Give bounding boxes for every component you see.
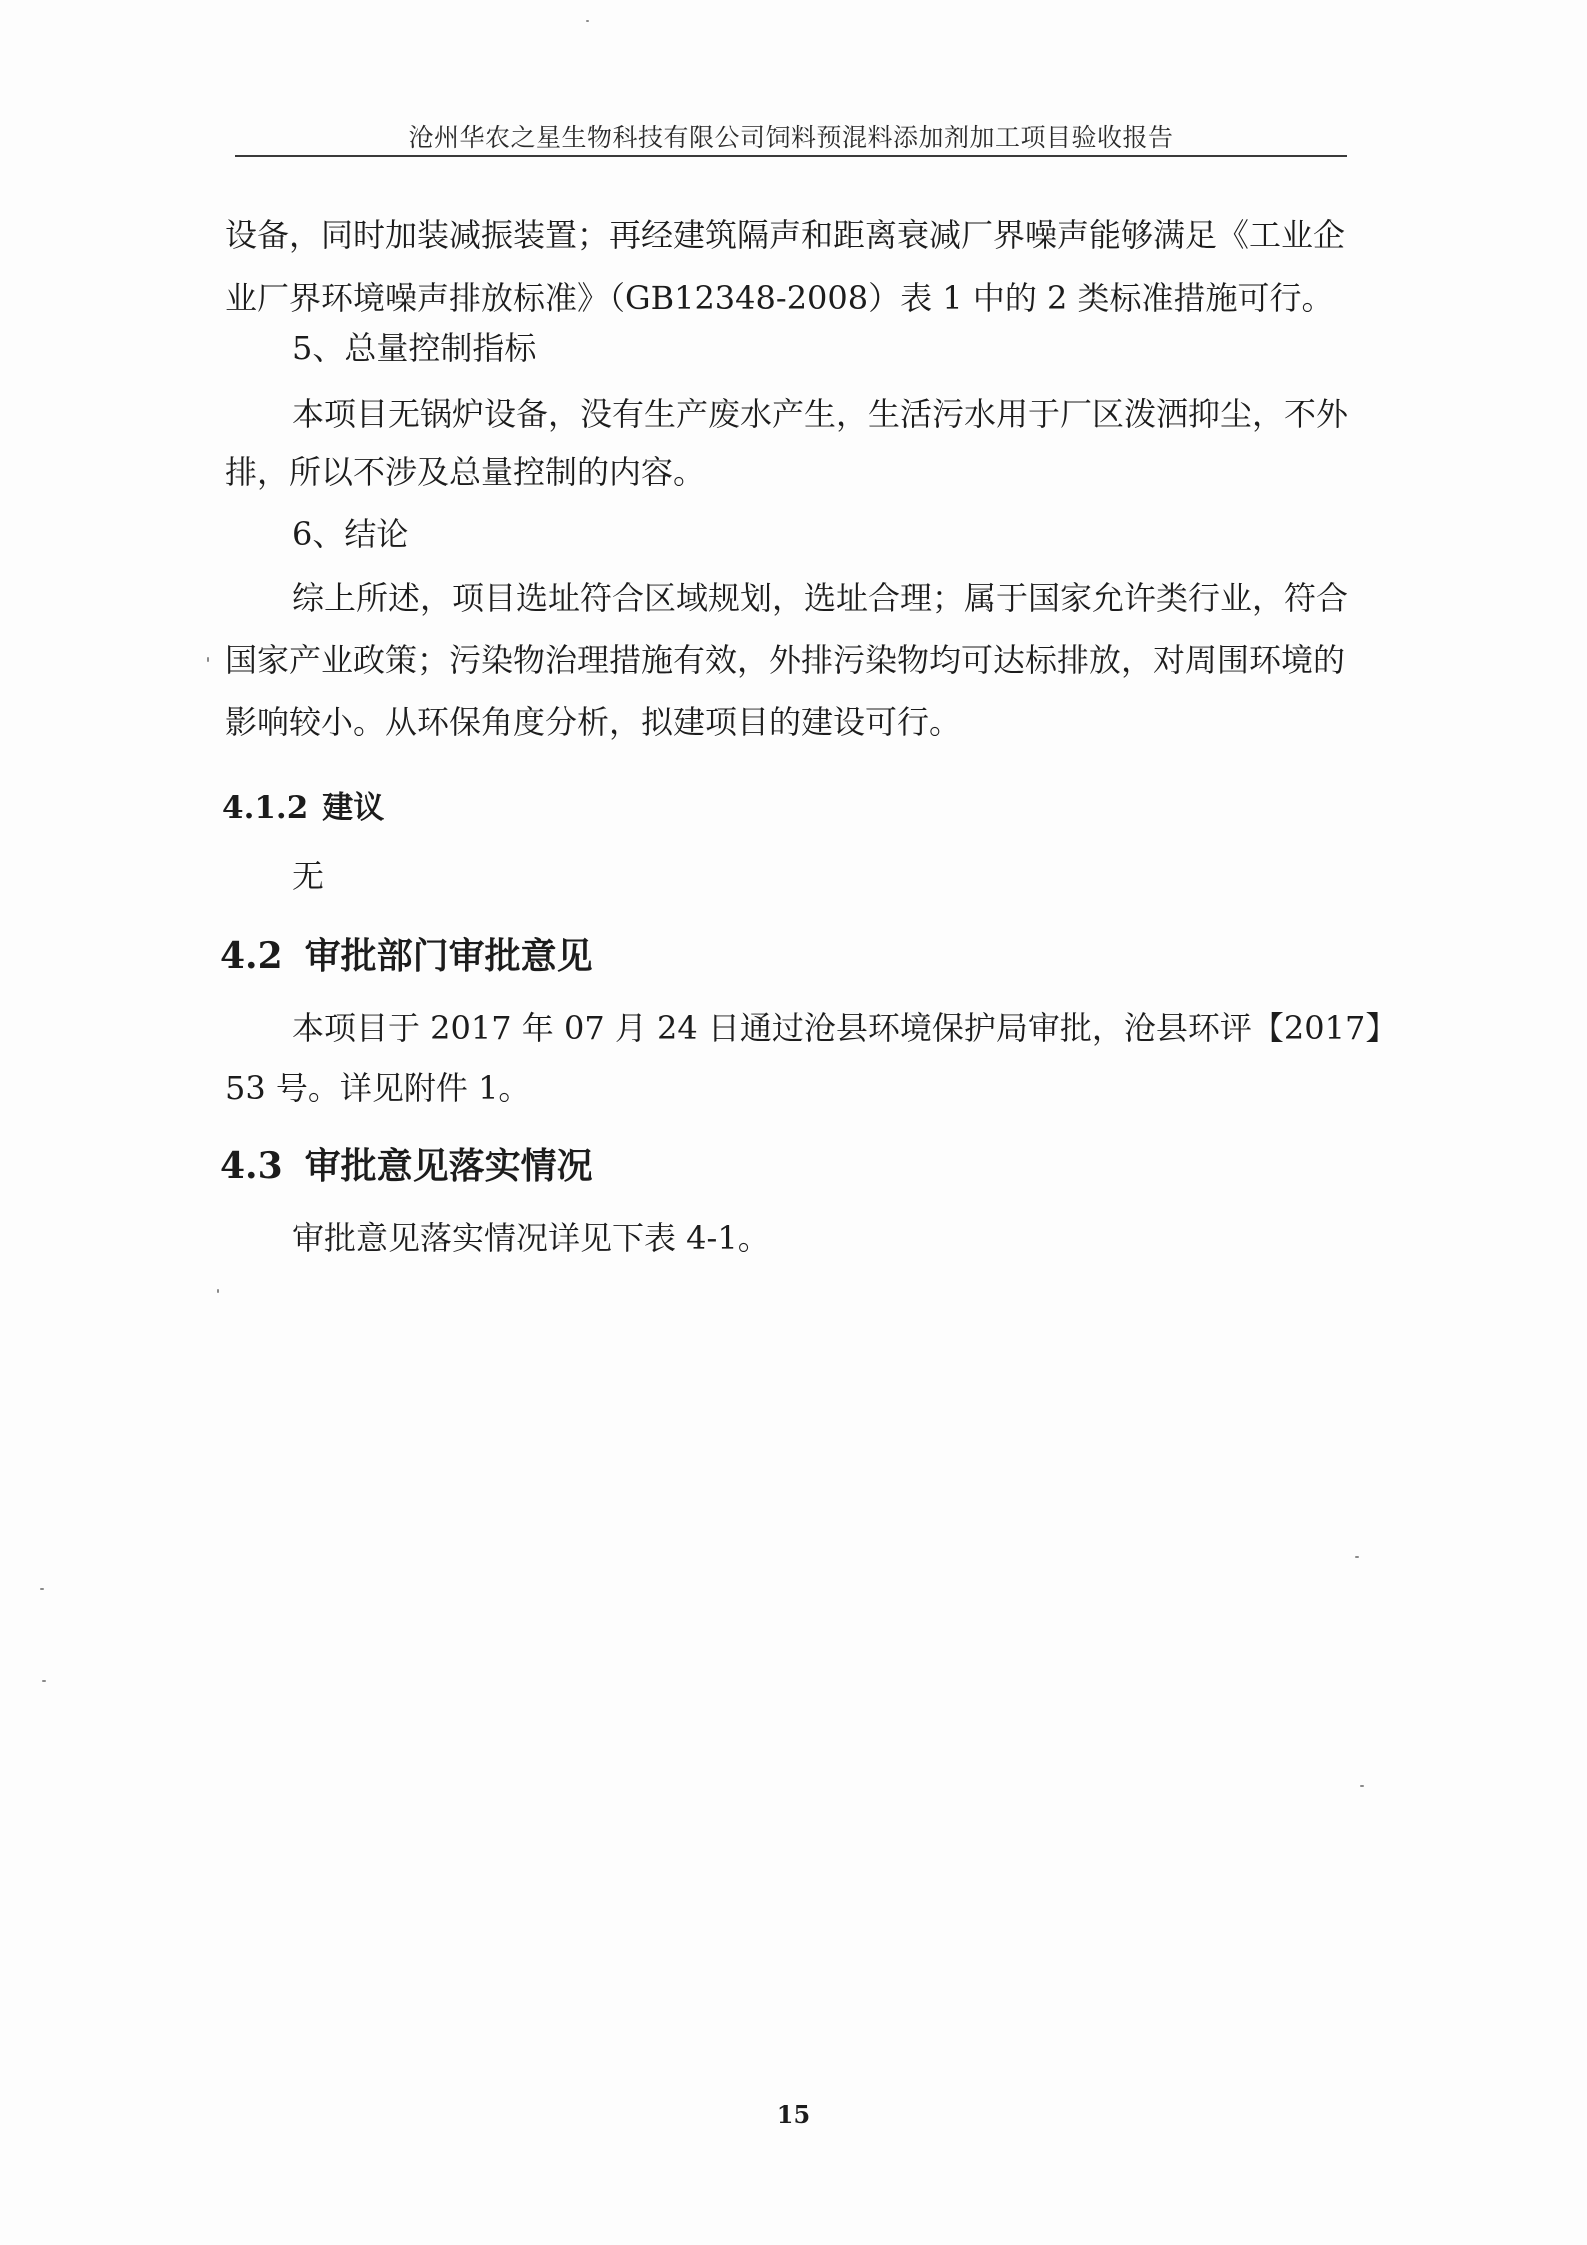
- section-content: 无: [292, 857, 325, 895]
- section-title: 审批部门审批意见: [304, 935, 593, 977]
- scan-speck: [586, 20, 589, 22]
- body-line: 业厂界环境噪声排放标准》（GB12348-2008）表 1 中的 2 类标准措施可行。: [225, 279, 1334, 317]
- section-content: 审批意见落实情况详见下表 4-1。: [292, 1219, 770, 1257]
- section-number: 4.2: [220, 935, 283, 977]
- body-line: 影响较小。从环保角度分析，拟建项目的建设可行。: [225, 703, 962, 741]
- body-line: 本项目于 2017 年 07 月 24 日通过沧县环境保护局审批，沧县环评【2017】: [292, 1009, 1398, 1047]
- section-title: 审批意见落实情况: [304, 1145, 593, 1187]
- section-heading-4-1-2: [222, 782, 384, 827]
- section-title: 建议: [322, 790, 385, 826]
- scan-speck: [40, 1588, 44, 1590]
- header-rule: [235, 155, 1347, 157]
- scan-speck: [207, 657, 209, 662]
- section-heading-4-2: [220, 928, 593, 979]
- section-number: 4.1.2: [222, 790, 309, 826]
- section-heading-4-3: [220, 1138, 593, 1189]
- scan-speck: [1355, 1556, 1359, 1558]
- body-line: 国家产业政策；污染物治理措施有效，外排污染物均可达标排放，对周围环境的: [225, 641, 1346, 679]
- body-line: 设备，同时加装减振装置；再经建筑隔声和距离衰减厂界噪声能够满足《工业企: [225, 216, 1346, 254]
- scan-speck: [1360, 1785, 1364, 1787]
- scan-speck: [217, 1289, 219, 1293]
- body-line: 综上所述，项目选址符合区域规划，选址合理；属于国家允许类行业，符合: [292, 579, 1349, 617]
- page-number: 15: [776, 2100, 811, 2129]
- body-line: 排，所以不涉及总量控制的内容。: [225, 453, 706, 491]
- list-heading-conclusion: 6、结论: [292, 515, 409, 553]
- list-heading-total-control: 5、总量控制指标: [292, 329, 537, 367]
- body-line: 53 号。详见附件 1。: [225, 1069, 531, 1107]
- body-line: 本项目无锅炉设备，没有生产废水产生，生活污水用于厂区泼洒抑尘，不外: [292, 395, 1349, 433]
- running-header: 沧州华农之星生物科技有限公司饲料预混料添加剂加工项目验收报告: [408, 123, 1174, 152]
- section-number: 4.3: [220, 1145, 283, 1187]
- scan-speck: [42, 1680, 46, 1682]
